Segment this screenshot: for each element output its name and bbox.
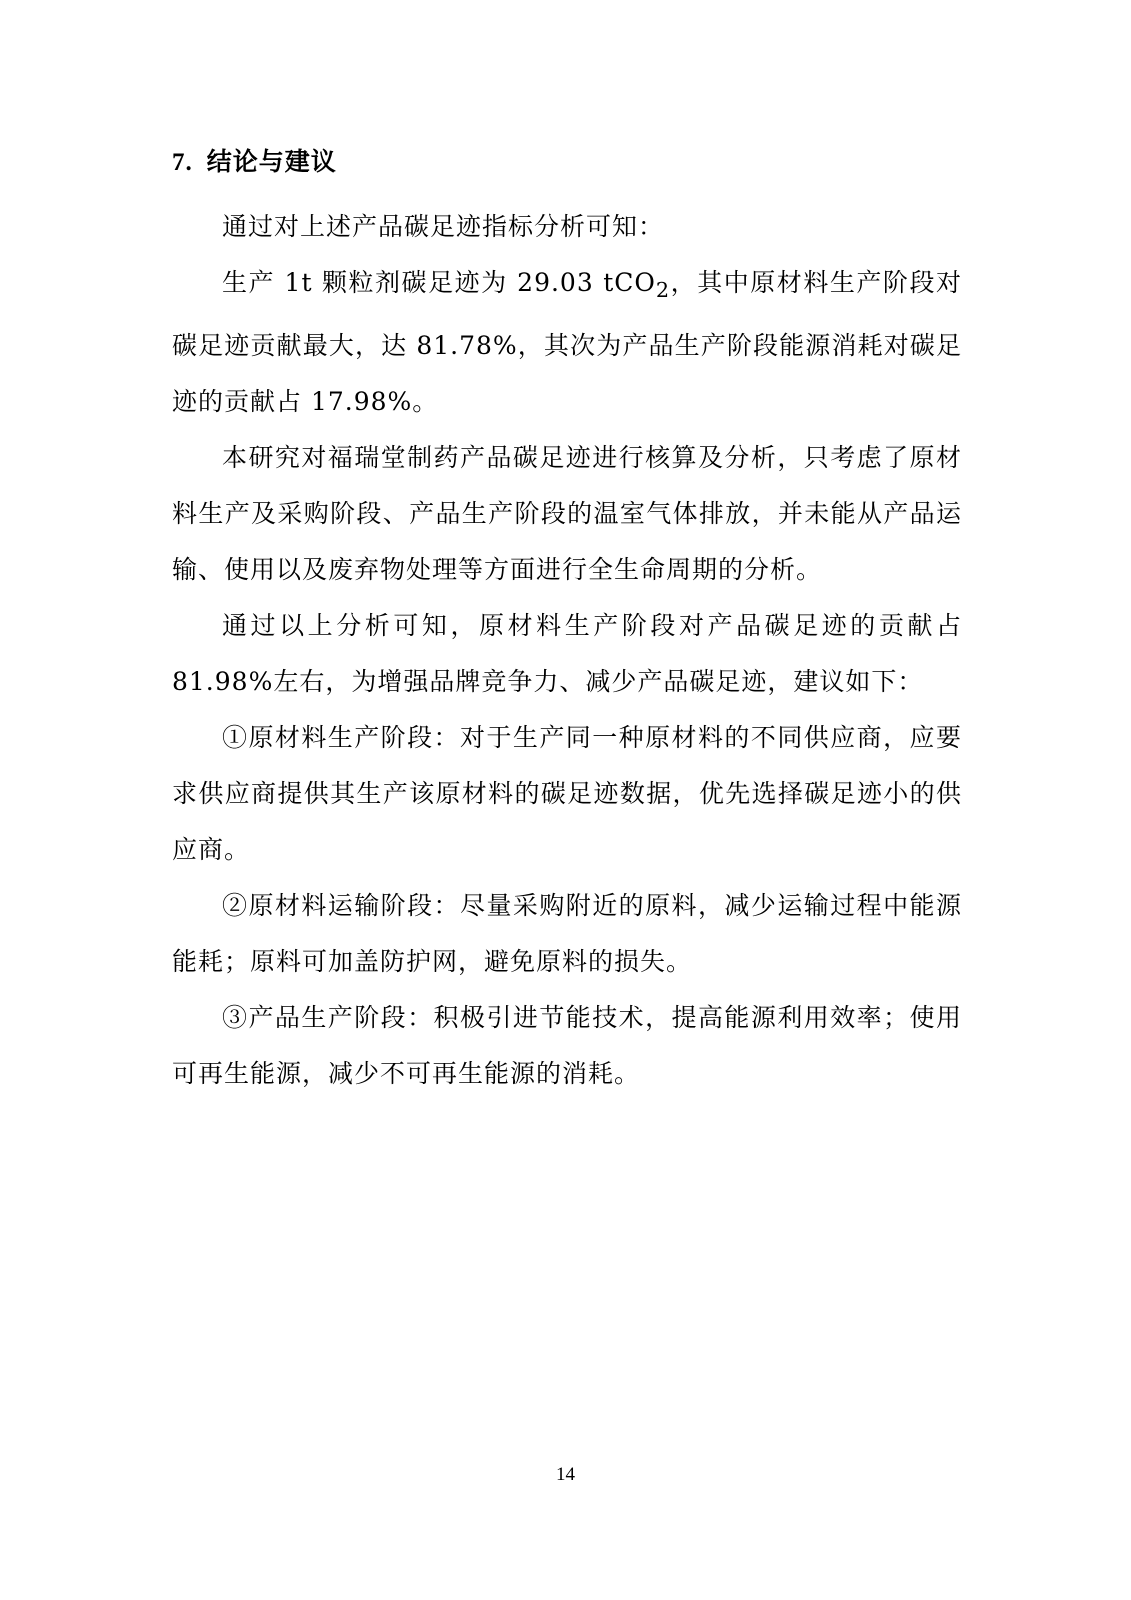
- section-title: 结论与建议: [206, 147, 337, 176]
- paragraph-intro: 通过对上述产品碳足迹指标分析可知：: [222, 212, 665, 241]
- paragraph-carbon-footprint-result: [172, 255, 962, 430]
- page-number: 14: [556, 1464, 575, 1485]
- paragraph-suggestion-1: ①原材料生产阶段：对于生产同一种原材料的不同供应商，应要求供应商提供其生产该原材料的碳足迹数据，优先选择碳足迹小的供应商。: [172, 723, 962, 864]
- paragraph-suggestion-2: ②原材料运输阶段：尽量采购附近的原料，减少运输过程中能源能耗；原料可加盖防护网，避免原料的损失。: [172, 891, 962, 976]
- result-text-part2: ，其中原材料生产阶段对碳足迹贡献最大，达 81.78%，其次为产品生产阶段能源消耗对碳足迹的贡献占 17.98%。: [172, 268, 962, 416]
- paragraph-suggestion-3: ③产品生产阶段：积极引进节能技术，提高能源利用效率；使用可再生能源，减少不可再生能源的消耗。: [172, 1003, 962, 1088]
- result-text-part1: 生产 1t 颗粒剂碳足迹为 29.03 tCO: [222, 268, 656, 297]
- section-heading: [172, 140, 962, 185]
- paragraph-study-scope: 本研究对福瑞堂制药产品碳足迹进行核算及分析，只考虑了原材料生产及采购阶段、产品生产阶段的温室气体排放，并未能从产品运输、使用以及废弃物处理等方面进行全生命周期的分析。: [172, 443, 962, 584]
- paragraph-analysis-summary: 通过以上分析可知，原材料生产阶段对产品碳足迹的贡献占81.98%左右，为增强品牌竞争力、减少产品碳足迹，建议如下：: [172, 611, 962, 696]
- co2-subscript: 2: [655, 278, 671, 302]
- section-number: 7.: [172, 149, 193, 176]
- page-content: [172, 140, 962, 1102]
